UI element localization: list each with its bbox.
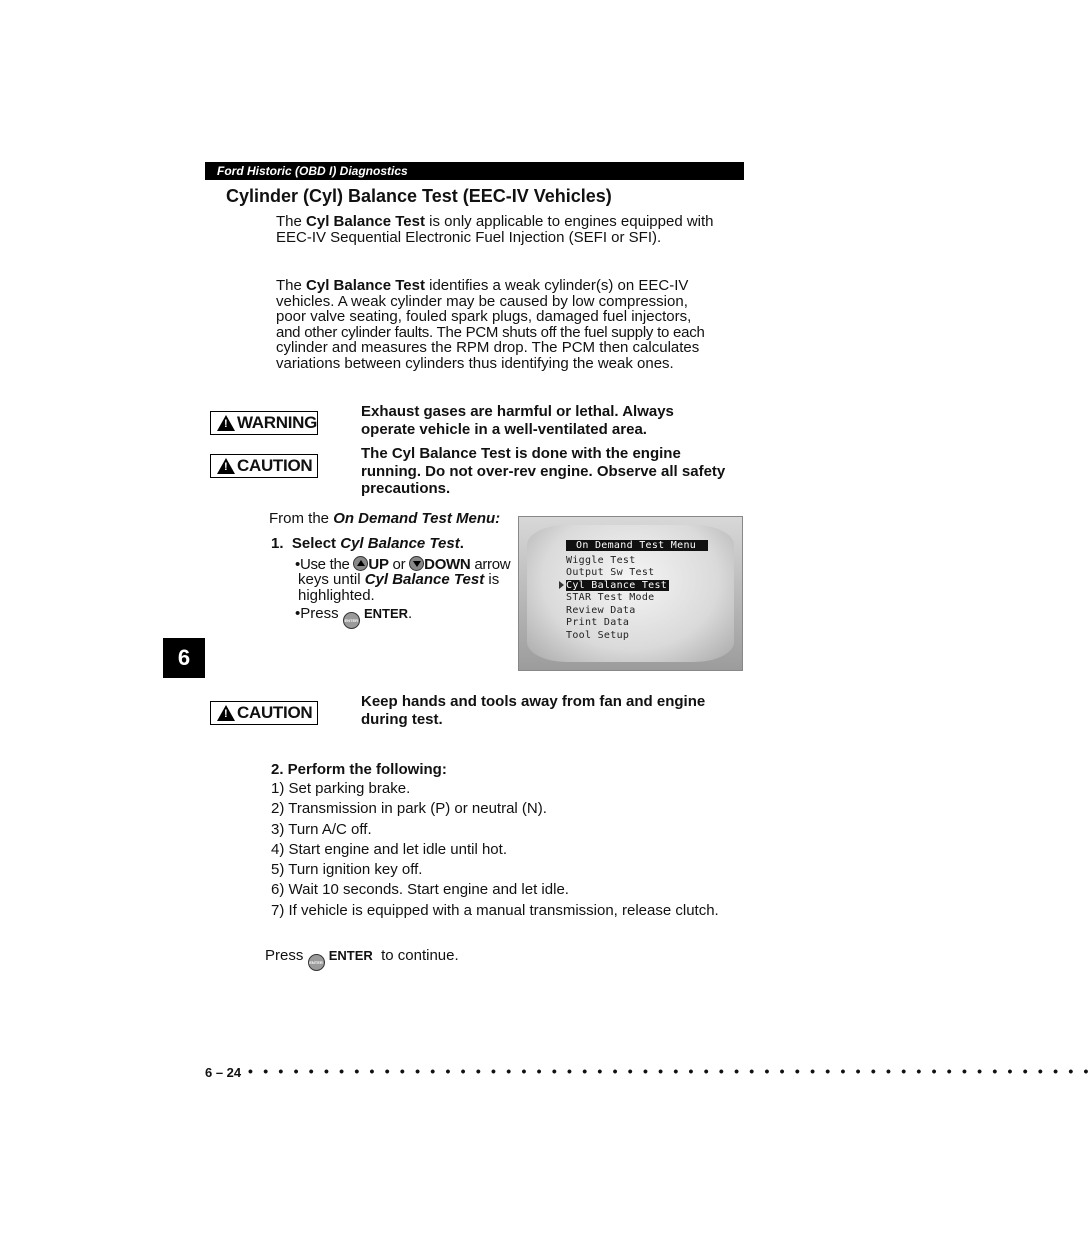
lcd-menu-item: Print Data [566,617,630,628]
step-2-item: 3) Turn A/C off. [271,821,372,838]
lcd-menu-item-selected: Cyl Balance Test [566,580,668,591]
page-number: 6 – 24 [205,1065,242,1080]
step-1-heading: 1. Select Cyl Balance Test. [271,535,464,552]
enter-button-icon: ENTER [343,612,360,629]
step-2-item: 7) If vehicle is equipped with a manual transmission, release clutch. [271,902,719,919]
step-1-instruction-line2: keys until Cyl Balance Test is [298,571,500,588]
scan-tool-screen [518,516,743,671]
up-arrow-icon [353,556,368,571]
caution-label-2: ! CAUTION [210,701,318,725]
warning-triangle-icon: ! [217,415,235,431]
step-1-instruction: •Use the UP or DOWN arrow [295,556,511,573]
section-header-bar: Ford Historic (OBD I) Diagnostics [205,162,744,180]
step-1-instruction-line3: highlighted. [298,587,375,604]
warning-label: ! WARNING [210,411,318,435]
warning-text: Exhaust gases are harmful or lethal. Always operate vehicle in a well-ventilated area. [361,403,674,438]
intro-paragraph-1: The Cyl Balance Test is only applicable to engines equipped with EEC-IV Sequential Electronic Fuel Injection (SEFI or SFI). [276,213,714,246]
step-2-item: 1) Set parking brake. [271,780,411,797]
lcd-cursor-icon [559,581,564,589]
step-2-item: 4) Start engine and let idle until hot. [271,841,507,858]
lcd-menu-item: STAR Test Mode [566,592,655,603]
caution-label-1: ! CAUTION [210,454,318,478]
from-menu-text: From the On Demand Test Menu: [269,510,501,527]
step-2-item: 6) Wait 10 seconds. Start engine and let idle. [271,881,569,898]
lcd-display [527,525,734,662]
lcd-menu-title: On Demand Test Menu [566,540,708,551]
step-2-item: 2) Transmission in park (P) or neutral (N). [271,800,547,817]
lcd-menu-item: Tool Setup [566,630,630,641]
step-2-item: 5) Turn ignition key off. [271,861,423,878]
caution-triangle-icon: ! [217,705,235,721]
lcd-menu-item: Review Data [566,605,636,616]
caution-triangle-icon: ! [217,458,235,474]
step-2-heading: 2. Perform the following: [271,761,447,778]
lcd-menu-item: Output Sw Test [566,567,655,578]
footer-dot-leader: • • • • • • • • • • • • • • • • • • • • • • • • • • • • • • • • • • • • • • • • • • • • • • • • • • • • • • • • [248,1063,1092,1079]
step-1-press-enter: •Press ENTER ENTER. [295,605,412,629]
caution-text-1: The Cyl Balance Test is done with the engine running. Do not over-rev engine. Observe all safety precautions. [361,445,726,497]
chapter-tab: 6 [163,638,205,678]
caution-text-2: Keep hands and tools away from fan and engine during test. [361,693,706,728]
continue-instruction: Press ENTER ENTER to continue. [265,947,459,971]
intro-paragraph-2: The Cyl Balance Test identifies a weak cylinder(s) on EEC-IV vehicles. A weak cylinder may be caused by low compression, poor valve seating, fouled spark plugs, damaged fuel injectors, and other cylinder faults. The PCM shuts off the fuel supply to each cylinder and measures the RPM drop. The PCM then calculates variations between cylinders thus identifying the weak ones. [276,277,705,372]
enter-button-icon: ENTER [308,954,325,971]
down-arrow-icon [409,556,424,571]
lcd-menu-item: Wiggle Test [566,555,636,566]
page-title: Cylinder (Cyl) Balance Test (EEC-IV Vehicles) [226,186,612,206]
